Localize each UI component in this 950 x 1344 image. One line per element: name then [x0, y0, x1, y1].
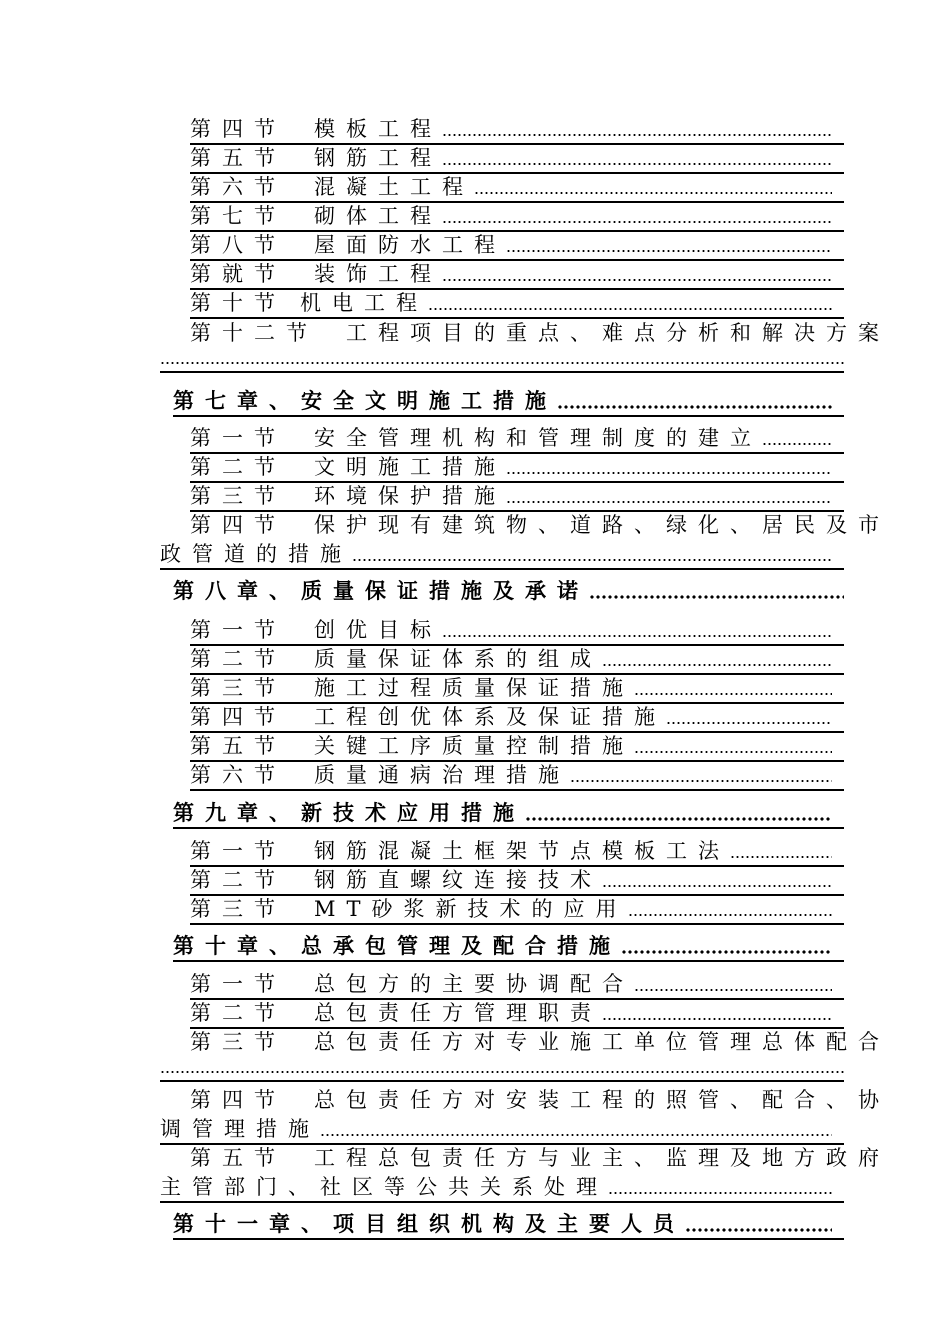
- section-title-continued: 政管道的措施: [160, 542, 352, 566]
- toc-entry[interactable]: [190, 1086, 890, 1114]
- dot-leader: [506, 500, 832, 504]
- toc-entry-continuation[interactable]: [160, 1115, 844, 1143]
- dot-leader: [506, 471, 832, 475]
- toc-chapter[interactable]: [173, 932, 844, 960]
- section-number: 第十二节: [190, 321, 318, 345]
- dot-leader: [442, 220, 832, 224]
- dot-leader: [628, 913, 832, 917]
- dot-leader: [160, 361, 844, 365]
- dot-leader: [621, 950, 832, 954]
- section-number: 第二节: [190, 1001, 286, 1025]
- toc-entry[interactable]: [190, 231, 844, 259]
- toc-entry[interactable]: [190, 732, 844, 760]
- section-number: 第七节: [190, 204, 286, 228]
- section-number: 第一节: [190, 972, 286, 996]
- toc-entry[interactable]: [190, 761, 844, 789]
- section-title: 模板工程: [314, 117, 442, 141]
- section-number: 第一节: [190, 839, 286, 863]
- section-title: 关键工序质量控制措施: [314, 734, 634, 758]
- section-title: 工程总包责任方与业主、监理及地方政府: [314, 1146, 890, 1170]
- dot-leader: [602, 884, 832, 888]
- section-title: 施工过程质量保证措施: [314, 676, 634, 700]
- section-title: 质量通病治理措施: [314, 763, 570, 787]
- dot-leader: [685, 1228, 832, 1232]
- toc-entry-continuation[interactable]: [160, 540, 844, 568]
- section-number: 第五节: [190, 1146, 286, 1170]
- section-title: 装饰工程: [314, 262, 442, 286]
- section-title: 环境保护措施: [314, 484, 506, 508]
- dot-leader: [634, 692, 832, 696]
- section-title: 屋面防水工程: [314, 233, 506, 257]
- dot-leader: [557, 405, 832, 409]
- section-number: 第就节: [190, 262, 286, 286]
- section-title: 文明施工措施: [314, 455, 506, 479]
- section-title-continued: 调管理措施: [160, 1117, 320, 1141]
- dot-leader: [474, 191, 832, 195]
- section-number: 第四节: [190, 513, 286, 537]
- section-number: 第三节: [190, 897, 286, 921]
- section-number: 第三节: [190, 1030, 286, 1054]
- toc-entry[interactable]: [190, 674, 844, 702]
- dot-leader: [570, 779, 832, 783]
- section-title: 总包方的主要协调配合: [314, 972, 634, 996]
- section-number: 第四节: [190, 705, 286, 729]
- dot-leader: [602, 1017, 832, 1021]
- dot-leader: [634, 988, 832, 992]
- section-title: MT砂浆新技术的应用: [314, 897, 628, 921]
- toc-entry[interactable]: [190, 202, 844, 230]
- section-number: 第十节: [190, 291, 286, 315]
- dot-leader: [762, 442, 832, 446]
- section-title: 钢筋工程: [314, 146, 442, 170]
- section-title: 混凝土工程: [314, 175, 474, 199]
- section-number: 第四节: [190, 117, 286, 141]
- chapter-title: 第十一章、项目组织机构及主要人员: [173, 1211, 685, 1236]
- toc-entry[interactable]: [190, 289, 844, 317]
- dot-leader: [428, 307, 832, 311]
- dot-leader: [442, 278, 832, 282]
- dot-leader: [525, 817, 832, 821]
- dot-leader: [634, 750, 832, 754]
- dot-leader: [442, 634, 832, 638]
- section-title: 工程创优体系及保证措施: [314, 705, 666, 729]
- section-number: 第二节: [190, 868, 286, 892]
- dot-leader: [602, 663, 832, 667]
- section-number: 第四节: [190, 1088, 286, 1112]
- section-number: 第三节: [190, 676, 286, 700]
- dot-leader: [160, 1070, 844, 1074]
- section-title: 钢筋混凝土框架节点模板工法: [314, 839, 730, 863]
- dot-leader: [666, 721, 832, 725]
- section-number: 第六节: [190, 763, 286, 787]
- toc-entry[interactable]: [190, 424, 844, 452]
- dot-leader: [608, 1191, 832, 1195]
- toc-entry[interactable]: [190, 703, 844, 731]
- chapter-title: 第七章、安全文明施工措施: [173, 388, 557, 413]
- toc-entry[interactable]: [190, 144, 844, 172]
- section-title: 保护现有建筑物、道路、绿化、居民及市: [314, 513, 890, 537]
- dot-leader: [589, 595, 844, 599]
- section-title-continued: 主管部门、社区等公共关系处理: [160, 1175, 608, 1199]
- dot-leader: [730, 855, 832, 859]
- dot-leader: [442, 133, 832, 137]
- toc-entry[interactable]: [190, 616, 844, 644]
- toc-entry[interactable]: [190, 260, 844, 288]
- section-number: 第八节: [190, 233, 286, 257]
- dot-leader: [442, 162, 832, 166]
- dot-leader: [352, 558, 832, 562]
- section-title: 总包责任方对专业施工单位管理总体配合: [314, 1030, 890, 1054]
- section-number: 第五节: [190, 146, 286, 170]
- section-title: 机电工程: [300, 291, 428, 315]
- toc-chapter[interactable]: [173, 1210, 844, 1238]
- section-number: 第六节: [190, 175, 286, 199]
- chapter-title: 第八章、质量保证措施及承诺: [173, 578, 589, 603]
- section-title: 总包责任方对安装工程的照管、配合、协: [314, 1088, 890, 1112]
- section-title: 创优目标: [314, 618, 442, 642]
- toc-entry[interactable]: [190, 511, 890, 539]
- section-number: 第三节: [190, 484, 286, 508]
- toc-entry[interactable]: [190, 866, 844, 894]
- section-title: 安全管理机构和管理制度的建立: [314, 426, 762, 450]
- section-number: 第二节: [190, 647, 286, 671]
- toc-chapter[interactable]: [173, 387, 844, 415]
- section-number: 第一节: [190, 618, 286, 642]
- section-title: 质量保证体系的组成: [314, 647, 602, 671]
- toc-chapter[interactable]: [173, 577, 844, 605]
- toc-entry[interactable]: [190, 837, 844, 865]
- toc-entry-continuation[interactable]: [160, 1173, 844, 1201]
- section-title: 钢筋直螺纹连接技术: [314, 868, 602, 892]
- toc-entry[interactable]: [190, 115, 844, 143]
- toc-chapter[interactable]: [173, 799, 844, 827]
- chapter-title: 第十章、总承包管理及配合措施: [173, 933, 621, 958]
- toc-entry[interactable]: [190, 895, 844, 923]
- section-number: 第五节: [190, 734, 286, 758]
- section-number: 第一节: [190, 426, 286, 450]
- toc-entry[interactable]: [190, 173, 844, 201]
- toc-entry[interactable]: [190, 482, 844, 510]
- toc-entry[interactable]: [190, 645, 844, 673]
- dot-leader: [320, 1133, 832, 1137]
- section-title: 总包责任方管理职责: [314, 1001, 602, 1025]
- section-title: 工程项目的重点、难点分析和解决方案: [346, 321, 890, 345]
- toc-entry[interactable]: [190, 453, 844, 481]
- toc-entry-leader[interactable]: [160, 1052, 844, 1080]
- section-number: 第二节: [190, 455, 286, 479]
- toc-entry[interactable]: [190, 1144, 890, 1172]
- toc-entry[interactable]: [190, 999, 844, 1027]
- toc-entry[interactable]: [190, 970, 844, 998]
- chapter-title: 第九章、新技术应用措施: [173, 800, 525, 825]
- section-title: 砌体工程: [314, 204, 442, 228]
- toc-entry-leader[interactable]: [160, 343, 844, 371]
- dot-leader: [506, 249, 832, 253]
